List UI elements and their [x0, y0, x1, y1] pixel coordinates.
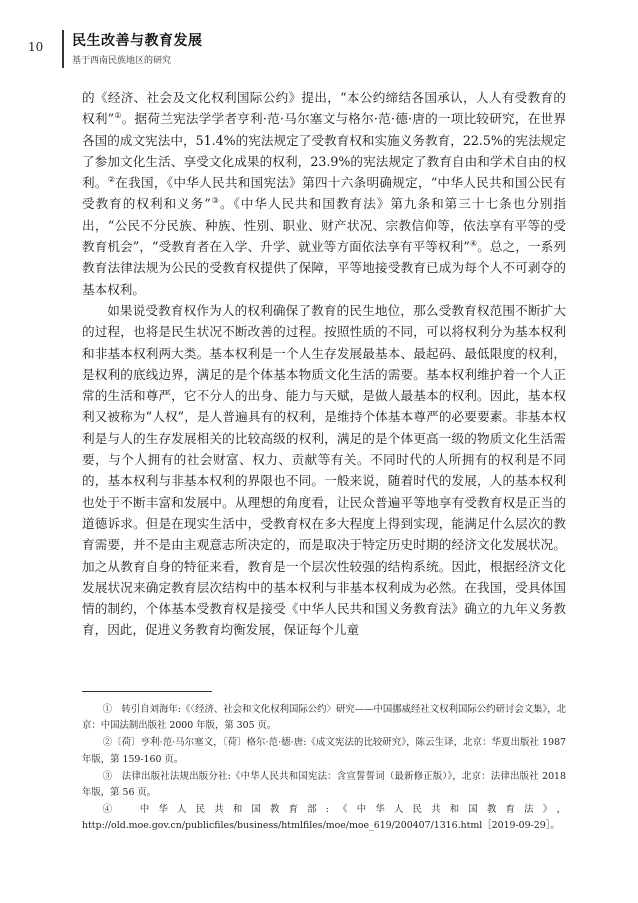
footnote-3: ③ 法律出版社法规出版分社:《中华人民共和国宪法：含宣誓誓词（最新修正版）》，北京：法律出版社 2018 年版，第 56 页。: [82, 770, 566, 799]
paragraph-1-part-b: 。据荷兰宪法学学者亨利·范·马尔塞文与格尔·范·德·唐的一项比较研究，在世界各国的成文宪法中，51.4%的宪法规定了受教育权和实施义务教育，22.5%的宪法规定了参加文化生活、享受文化成果的权利，23.9%的宪法规定了教育自由和学术自由的权利。: [82, 111, 566, 191]
footnote-ref-4[interactable]: ④: [469, 238, 478, 248]
paragraph-1-part-c: 在我国，《中华人民共和国宪法》第四十六条明确规定，“中华人民共和国公民有受教育的权利和义务”: [82, 175, 567, 212]
header-divider: [62, 30, 64, 68]
paragraph-2: 如果说受教育权作为人的权利确保了教育的民生地位，那么受教育权范围不断扩大的过程，也将是民生状况不断改善的过程。按照性质的不同，可以将权利分为基本权利和非基本权利两大类。基本权利是一个人生存发展最基本、最起码、最低限度的权利，是权利的底线边界，满足的是个体基本物质文化生活的需要。基本权利维护着一个人正常的生活和尊严，它不分人的出身、能力与天赋，是做人最基本的权利。因此，基本权利又被称为“人权”，是人普遍具有的权利，是维持个体基本尊严的必要要素。非基本权利是与人的生存发展相关的比较高级的权利，满足的是个体更高一级的物质文化生活需要，与个人拥有的社会财富、权力、贡献等有关。不同时代的人所拥有的权利是不同的，基本权利与非基本权利的界限也不同。一般来说，随着时代的发展，人的基本权利也处于不断丰富和发展中。从理想的角度看，让民众普遍平等地享有受教育权是正当的道德诉求。但是在现实生活中，受教育权在多大程度上得到实现，能满足什么层次的教育需要，并不是由主观意志所决定的，而是取决于特定历史时期的经济文化发展状况。加之从教育自身的特征来看，教育是一个层次性较强的结构系统。因此，根据经济文化发展状况来确定教育层次结构中的基本权利与非基本权利成为必然。在我国，受具体国情的制约，个体基本受教育权是接受《中华人民共和国义务教育法》确立的九年义务教育，因此，促进义务教育均衡发展，保证每个儿童: [82, 302, 566, 638]
paragraph-1-part-e: 。总之，一系列教育法律法规为公民的受教育权提供了保障，平等地接受教育已成为每个人不可剥夺的基本权利。: [82, 239, 566, 297]
footnote-divider: [82, 691, 212, 692]
body-text: [82, 87, 566, 641]
footnote-4: ④ 中华人民共和国教育部:《中华人民共和国教育法》，http://old.moe.gov.cn/publicfiles/business/htmlfiles/moe/moe_619/200407/1316.html［2019-09-29］。: [82, 804, 566, 832]
footnote-ref-2[interactable]: ②: [107, 175, 116, 184]
paragraph-1-part-a: 的《经济、社会及文化权利国际公约》提出，“本公约缔结各国承认，人人有受教育的权利”: [82, 90, 566, 127]
footnote-1: ① 转引自刘海年:《〈经济、社会和文化权利国际公约〉研究——中国挪威经社文权利国际公约研讨会文集》，北京：中国法制出版社 2000 年版，第 305 页。: [82, 704, 566, 732]
footnote-ref-3[interactable]: ③: [210, 196, 220, 206]
footnote-2: ②〔荷〕亨利·范·马尔塞文，〔荷〕格尔·范·德·唐:《成文宪法的比较研究》，陈云生译，北京：华夏出版社 1987 年版，第 159-160 页。: [82, 737, 566, 765]
footnotes: [82, 702, 566, 836]
paragraph-1-part-d: 。《中华人民共和国教育法》第九条和第三十七条也分别指出，“公民不分民族、种族、性别、职业、财产状况、宗教信仰等，依法享有平等的受教育机会”，“受教育者在入学、升学、就业等方面依法享有平等权利”: [82, 196, 566, 255]
footnote-ref-1[interactable]: ①: [114, 111, 122, 121]
book-subtitle: 基于西南民族地区的研究: [72, 56, 172, 66]
book-title: 民生改善与教育发展: [72, 33, 203, 49]
paragraph-1: [82, 87, 566, 300]
page-number: 10: [28, 40, 44, 54]
